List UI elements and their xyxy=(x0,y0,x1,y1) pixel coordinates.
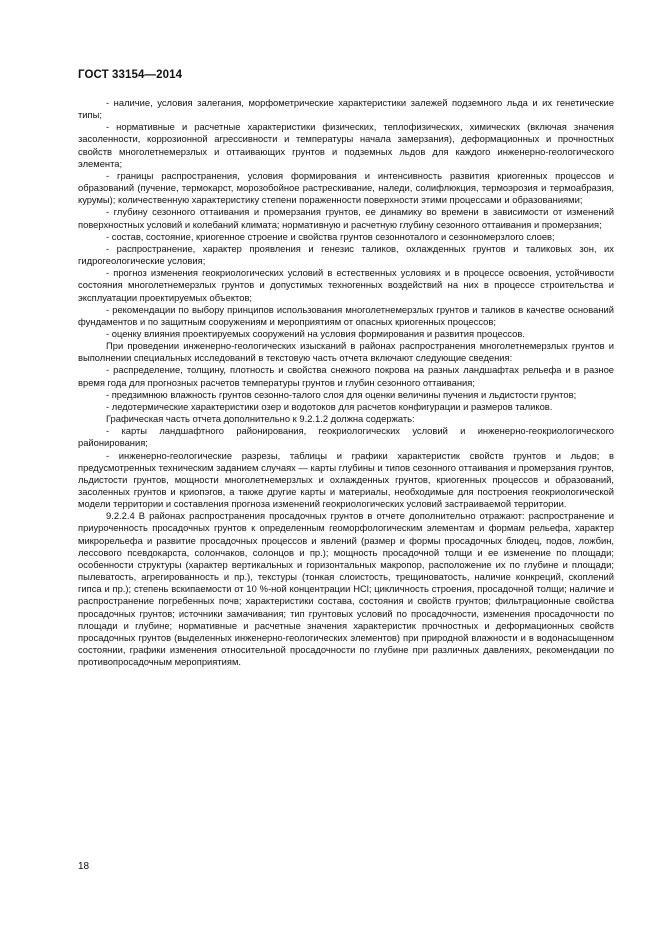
paragraph: - глубину сезонного оттаивания и промерзания грунтов, ее динамику во времени в зависимости от изменений поверхностных условий и колебаний климата; нормативную и расчетную глубину сезонного оттаивания и промерзания; xyxy=(78,206,614,230)
page-number: 18 xyxy=(78,861,90,872)
document-code-header: ГОСТ 33154—2014 xyxy=(78,69,183,81)
paragraph: - наличие, условия залегания, морфометрические характеристики залежей подземного льда и их генетические типы; xyxy=(78,97,614,121)
paragraph: - распространение, характер проявления и генезис таликов, охлажденных грунтов и таликовых зон, их гидрогеологические условия; xyxy=(78,242,614,267)
paragraph: - состав, состояние, криогенное строение и свойства грунтов сезонноталого и сезонномерзлого слоев; xyxy=(106,230,555,242)
paragraph: - прогноз изменения геокриологических условий в естественных условиях и в процессе освоения, устойчивости состояния многолетнемерзлых грунтов и допустимых техногенных воздействий на них в процессе строительства и эксплуатации проектируемых объектов; xyxy=(78,267,614,303)
paragraph: - нормативные и расчетные характеристики физических, теплофизических, химических (включая значения засоленности, коррозионной агрессивности и температуры начала замерзания), деформационных и прочностных свойств многолетнемерзлых и оттаивающих грунтов и подземных льдов для каждого инженерно-геологического элемента; xyxy=(78,121,614,169)
paragraph: - границы распространения, условия формирования и интенсивность развития криогенных процессов и образований (пучение, термокарст, морозобойное растрескивание, наледи, солифлюкция, термоэрозия и термоабразия, курумы); количественную характеристику степени пораженности поверхности этими процессами и образованиями; xyxy=(78,169,614,206)
paragraph: 9.2.2.4 В районах распространения просадочных грунтов в отчете дополнительно отражают: распространение и приуроченность просадочных грунтов к определенным геоморфологическим элементам и формам рельефа, характер микрорельефа и развитие просадочных процессов и явлений (размер и формы просадочных блюдец, подов, ложбин, лессового псевдокарста, солончаков, солонцов и пр.); мощность просадочной толщи и ее изменение по площади; особенности структуры (характер вертикальных и горизонтальных макропор, расположение их по глубине и площади; пылеватость, агрегированность и пр.), текстуры (тонкая слоистость, трещиноватость, наличие конкреций, скоплений гипса и пр.); степень вскипаемости от 10 %-ной концентрации HCl; цикличность строения, просадочной толщи; наличие и распространение погребенных почв; характеристики состава, состояния и свойств грунтов; фильтрационные свойства просадочных грунтов; источники замачивания; тип грунтовых условий по просадочности, изменения просадочности по площади и глубине; нормативные и расчетные значения характеристик прочностных и деформационных свойств просадочных грунтов (выделенных инженерно-геологических элементов) при природной влажности и в водонасыщенном состоянии, графики изменения относительной просадочности по глубине при различных давлениях, рекомендации по противопросадочным мероприятиям. xyxy=(78,510,614,668)
paragraph: - инженерно-геологические разрезы, таблицы и графики характеристик свойств грунтов и льдов; в предусмотренных техническим заданием случаях — карты глубины и типов сезонного оттаивания и промерзания грунтов, льдистости грунтов, мощности многолетнемерзлых и охлажденных грунтов, криогенных процессов и образований, засоленных грунтов и криопэгов, а также другие карты и материалы, необходимые для построения геокриологической модели территории и составления прогноза изменений геокриологических условий застраиваемой территории. xyxy=(78,449,614,510)
paragraph: Графическая часть отчета дополнительно к 9.2.1.2 должна содержать: xyxy=(106,413,415,425)
paragraph: - карты ландшафтного районирования, геокриологических условий и инженерно-геокриологического районирования; xyxy=(78,425,614,449)
paragraph: - распределение, толщину, плотность и свойства снежного покрова на разных ландшафтах рельефа и в разное время года для прогнозных расчетов температуры грунтов и глубин сезонного оттаивания; xyxy=(78,364,614,388)
paragraph: - предзимнюю влажность грунтов сезонно-талого слоя для оценки величины пучения и льдистости грунтов; xyxy=(106,388,577,400)
paragraph: - оценку влияния проектируемых сооружений на условия формирования и развития процессов. xyxy=(106,327,525,339)
paragraph: При проведении инженерно-геологических изысканий в районах распространения многолетнемерзлых грунтов и выполнении специальных исследований в текстовую часть отчета включают следующие сведения: xyxy=(78,340,614,364)
paragraph: - ледотермические характеристики озер и водотоков для расчетов конфигурации и размеров таликов. xyxy=(106,400,553,412)
paragraph: - рекомендации по выбору принципов использования многолетнемерзлых грунтов и таликов в качестве оснований фундаментов и по защитным сооружениям и мероприятиям от опасных криогенных процессов; xyxy=(78,303,614,327)
document-body xyxy=(78,97,614,668)
